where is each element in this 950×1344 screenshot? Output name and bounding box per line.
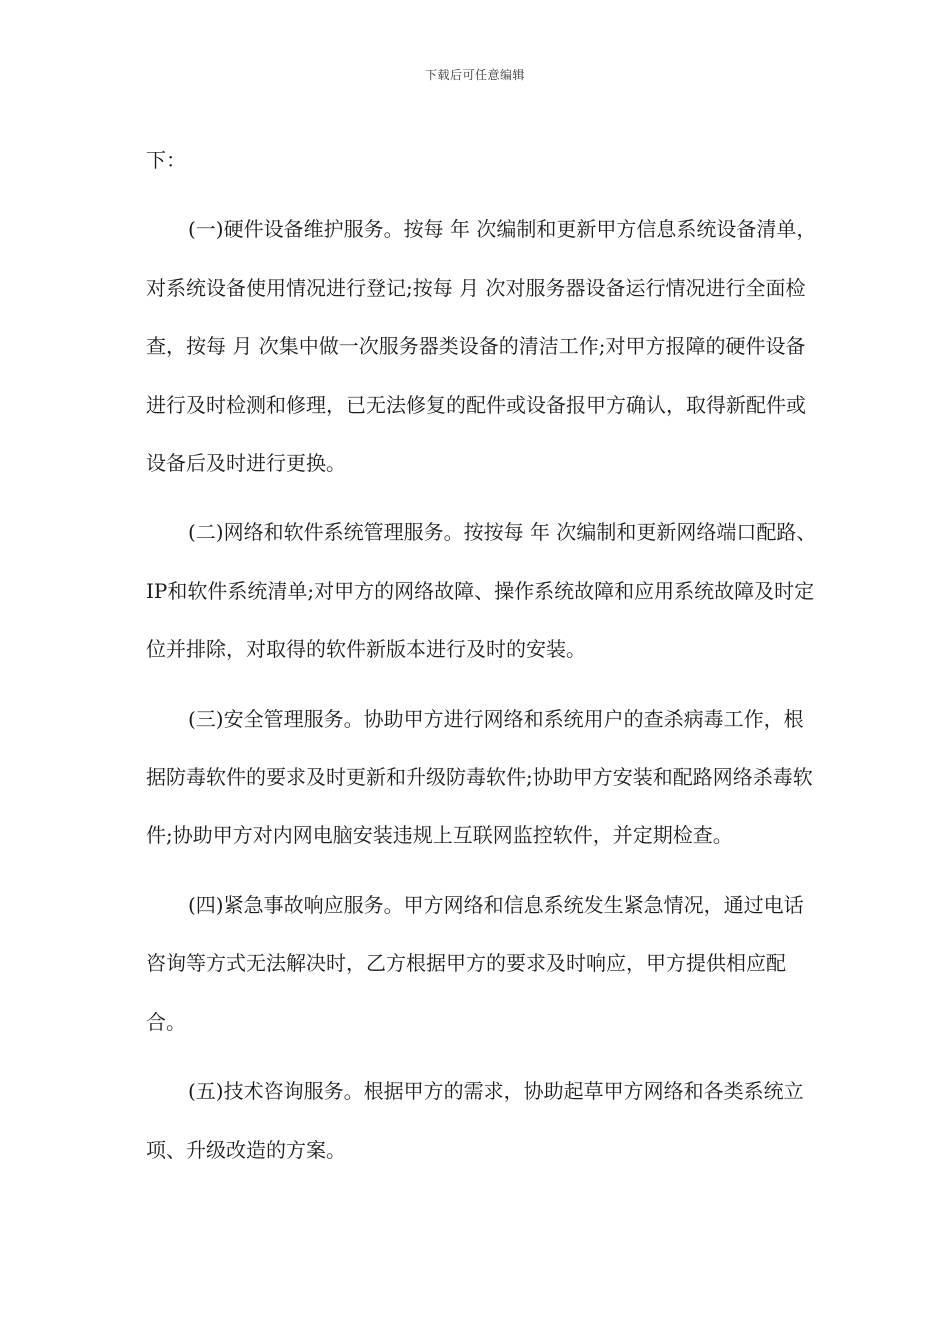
document-body (146, 131, 818, 1179)
page-header: 下载后可任意编辑 (424, 68, 525, 82)
paragraph-hardware-maintenance: (一)硬件设备维护服务。按每 年 次编制和更新甲方信息系统设备清单，对系统设备使用情况进行登记;按每 月 次对服务器设备运行情况进行全面检查，按每 月 次集中做一次服务器类设备的清洁工作;对甲方报障的硬件设备进行及时检测和修理，已无法修复的配件或设备报甲方确认，取得新配件或设备后及时进行更换。 (146, 217, 817, 476)
paragraph-emergency-response: (四)紧急事故响应服务。甲方网络和信息系统发生紧急情况，通过电话咨询等方式无法解决时，乙方根据甲方的要求及时响应，甲方提供相应配合。 (146, 892, 804, 1034)
paragraph-technical-consulting: (五)技术咨询服务。根据甲方的需求，协助起草甲方网络和各类系统立项、升级改造的方案。 (146, 1079, 804, 1162)
paragraph-continuation: 下： (146, 148, 186, 172)
paragraph-network-software-management: (二)网络和软件系统管理服务。按按每 年 次编制和更新网络端口配路、IP和软件系统清单;对甲方的网络故障、操作系统故障和应用系统故障及时定位并排除，对取得的软件新版本进行及时的安装。 (146, 520, 817, 662)
paragraph-security-management: (三)安全管理服务。协助甲方进行网络和系统用户的查杀病毒工作，根据防毒软件的要求及时更新和升级防毒软件;协助甲方安装和配路网络杀毒软件;协助甲方对内网电脑安装违规上互联网监控软件，并定期检查。 (146, 706, 813, 848)
